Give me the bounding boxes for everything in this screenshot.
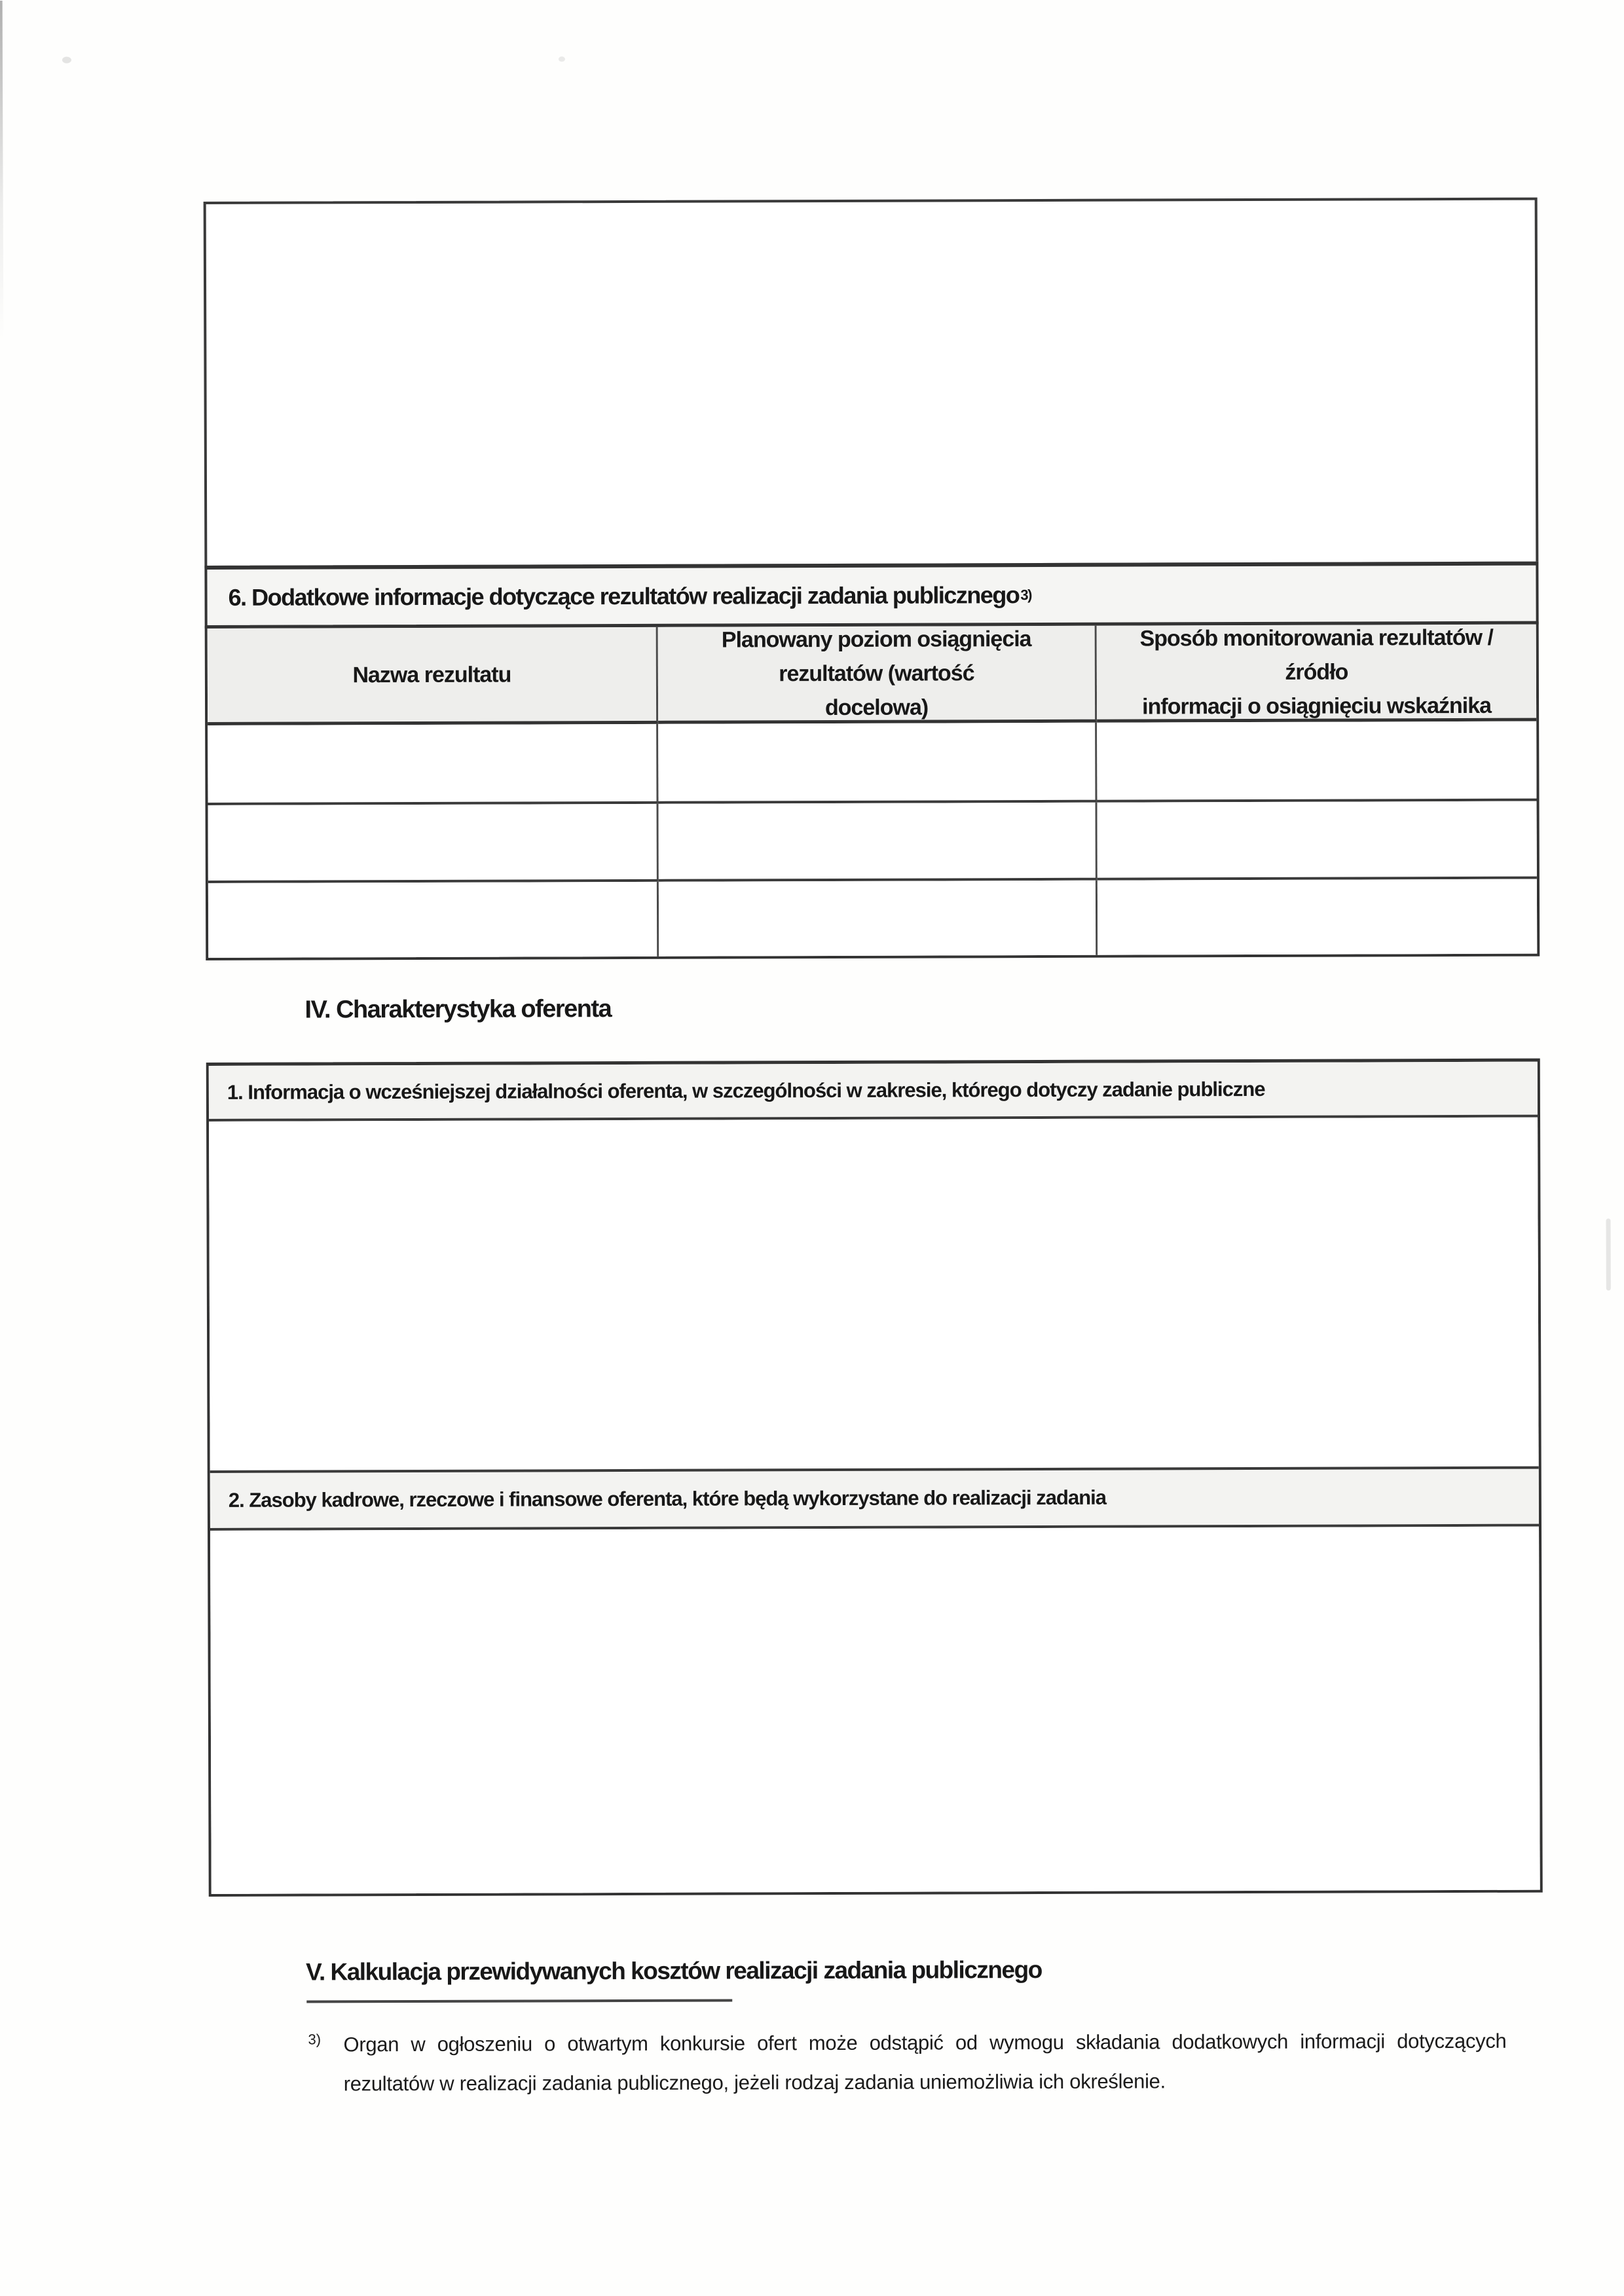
section-iv-heading: IV. Charakterystyka oferenta xyxy=(304,995,612,1024)
results-table-col-header-monitoring: Sposób monitorowania rezultatów / źródło informacji o osiągnięciu wskaźnika xyxy=(1097,625,1536,723)
result-cell xyxy=(208,724,658,805)
characteristics-box xyxy=(206,1059,1543,1897)
section-6-title: 6. Dodatkowe informacje dotyczące rezultatów realizacji zadania publicznego xyxy=(228,581,1020,611)
scan-speck xyxy=(62,57,71,64)
result-cell xyxy=(1098,801,1537,881)
result-cell xyxy=(659,803,1098,882)
results-table-col-header-planned-level: Planowany poziom osiągnięcia rezultatów (wartość docelowa) xyxy=(658,626,1097,724)
result-cell xyxy=(659,881,1098,957)
result-cell xyxy=(1097,721,1536,803)
footnote-separator xyxy=(306,1999,732,2003)
scan-speck xyxy=(1606,1218,1611,1290)
result-cell xyxy=(208,804,659,883)
subsection-2-field xyxy=(210,1527,1540,1894)
footnote-marker: 3) xyxy=(308,2031,322,2048)
section-v-heading: V. Kalkulacja przewidywanych kosztów realizacji zadania publicznego xyxy=(306,1956,1042,1986)
footnote-3 xyxy=(306,2022,1506,2104)
previous-section-empty-field xyxy=(204,198,1539,568)
subsection-1-header: 1. Informacja o wcześniejszej działalności oferenta, w szczególności w zakresie, którego dotyczy zadanie publiczne xyxy=(209,1062,1538,1121)
subsection-1-field xyxy=(209,1118,1539,1470)
result-cell xyxy=(658,723,1097,804)
result-cell xyxy=(1098,879,1537,955)
scan-edge-artifact xyxy=(0,1,3,341)
scan-speck xyxy=(559,56,565,62)
results-table xyxy=(205,622,1540,960)
subsection-2-header: 2. Zasoby kadrowe, rzeczowe i finansowe oferenta, które będą wykorzystane do realizacji zadania xyxy=(210,1467,1539,1531)
result-cell xyxy=(208,882,659,958)
results-table-col-header-name: Nazwa rezultatu xyxy=(208,627,658,725)
footnote-text: Organ w ogłoszeniu o otwartym konkursie ofert może odstąpić od wymogu składania dodatkowych informacji dotyczących rezultatów w realizacji zadania publicznego, jeżeli rodzaj zadania uniemożliwia ich określenie. xyxy=(343,2029,1507,2096)
section-6-header xyxy=(204,562,1538,629)
